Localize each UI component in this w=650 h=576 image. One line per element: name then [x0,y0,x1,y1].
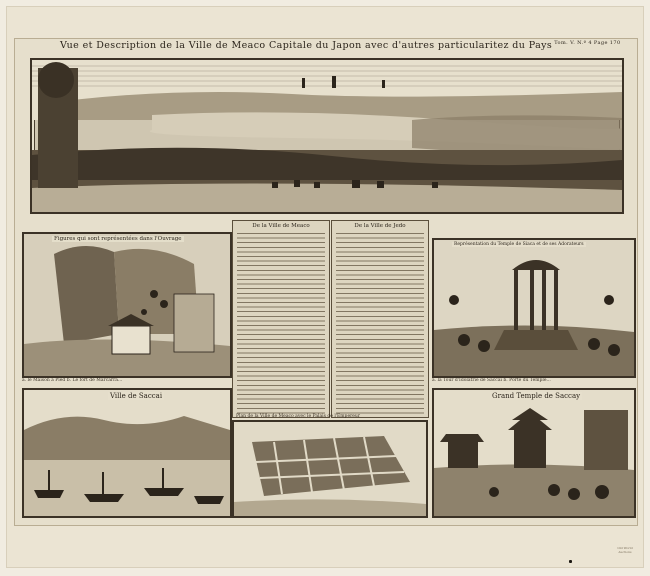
pagoda-temple-engraving-icon [434,390,634,516]
left-top-engraving [22,232,232,378]
panorama-engraving [30,58,624,214]
text-column-left-body [237,231,325,414]
bottom-caption-right: a. la Tour d'Idolatrie de Saccai b. Porte du Temple... [432,378,551,383]
collection-stamp: Old World Auctions [617,546,633,554]
left-bottom-caption: Ville de Saccai [110,392,163,400]
bottom-caption-left: a. le Maison à Pied b. Le fort de Marcarra... [22,378,123,383]
left-bottom-engraving [22,388,232,518]
city-panorama-engraving-icon [32,60,622,212]
text-column-right [331,220,429,418]
bottom-caption-center: Plan de la Ville de Meaco avec le Palais de l'Empereur [236,414,360,419]
center-bottom-engraving [232,420,428,518]
text-column-left [232,220,330,418]
plate-title [60,40,620,51]
right-top-caption: Représentation du Temple de Siaca et de ses Adorateurs [454,242,584,247]
text-column-right-body [336,231,424,414]
rock-temple-engraving-icon [24,234,230,376]
text-column-left-heading: De la Ville de Meaco [252,223,310,229]
ink-mark [569,560,572,563]
city-plan-engraving-icon [234,422,426,516]
plate-reference: Tom. V. N.º 4 Page 170 [554,40,621,46]
harbor-ships-engraving-icon [24,390,230,516]
pavilion-procession-engraving-icon [434,240,634,376]
left-top-caption: Figures qui sont représentées dans l'Ouvrage [54,236,182,242]
text-column-right-heading: De la Ville de Jedo [354,223,406,229]
right-top-engraving [432,238,636,378]
right-bottom-caption: Grand Temple de Saccay [492,392,581,400]
right-bottom-engraving [432,388,636,518]
title-text: Vue et Description de la Ville de Meaco Capitale du Japon avec d'autres particularitez du Pays [60,40,553,52]
